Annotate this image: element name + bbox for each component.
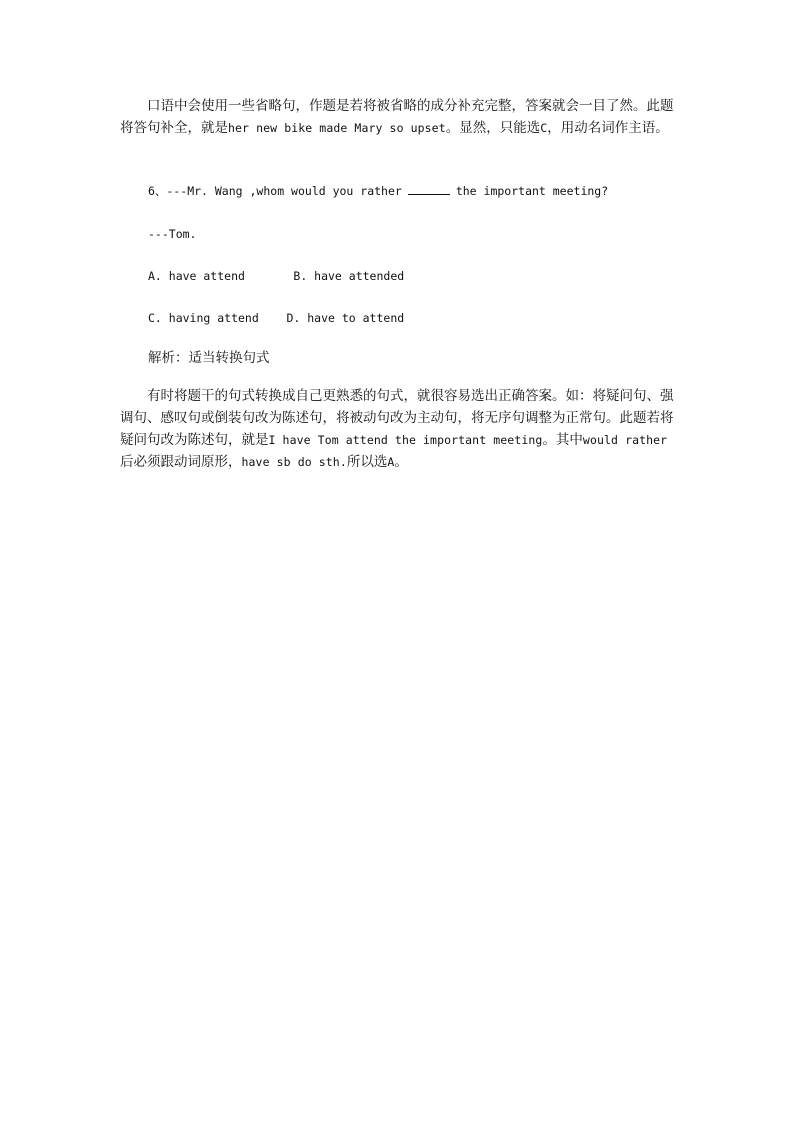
options-row-1: A. have attend B. have attended: [148, 269, 405, 283]
answer-choice: C: [540, 121, 548, 135]
answer-choice: A: [387, 455, 395, 469]
explanation-text: 。: [394, 454, 408, 470]
explanation-text: 所以选: [346, 454, 388, 470]
answer-blank: [408, 183, 450, 195]
explanation-text: 口语中会使用一些省略句，作题是若将被省略的成分补充完整，答案就会一目了然。此题将答句补全，就是: [120, 98, 674, 136]
explanation-text: 后必须跟动词原形，: [120, 454, 242, 470]
explanation-text: 。显然，只能选: [445, 120, 541, 136]
explanation-text: 。其中: [542, 432, 583, 448]
question-reply: ---Tom.: [148, 227, 197, 241]
options-row-2: C. having attend D. have to attend: [148, 311, 405, 325]
explanation-paragraph-1: [120, 95, 680, 139]
question-suffix: the important meeting?: [455, 184, 609, 198]
explanation-text: ，用动名词作主语。: [547, 120, 669, 136]
statement-sentence: I have Tom attend the important meeting: [268, 433, 543, 447]
completed-sentence: her new bike made Mary so upset: [228, 121, 446, 135]
question-prefix: 6、---Mr. Wang ,whom would you rather: [148, 184, 402, 198]
explanation-paragraph-2: [120, 385, 680, 473]
analysis-heading: 解析：适当转换句式: [148, 350, 270, 366]
phrase-would-rather: would rather: [582, 433, 668, 447]
explanation-text: 有时将题干的句式转换成自己更熟悉的句式，就很容易选出正确答案。如：将疑问句、强调句、感叹句或倒装句改为陈述句，将被动句改为主动句，将无序句调整为正常句。此题若将疑问句改为陈述句，就是: [120, 388, 674, 448]
question-6: [148, 181, 608, 201]
phrase-have-sb-do-sth: have sb do sth.: [241, 455, 347, 469]
